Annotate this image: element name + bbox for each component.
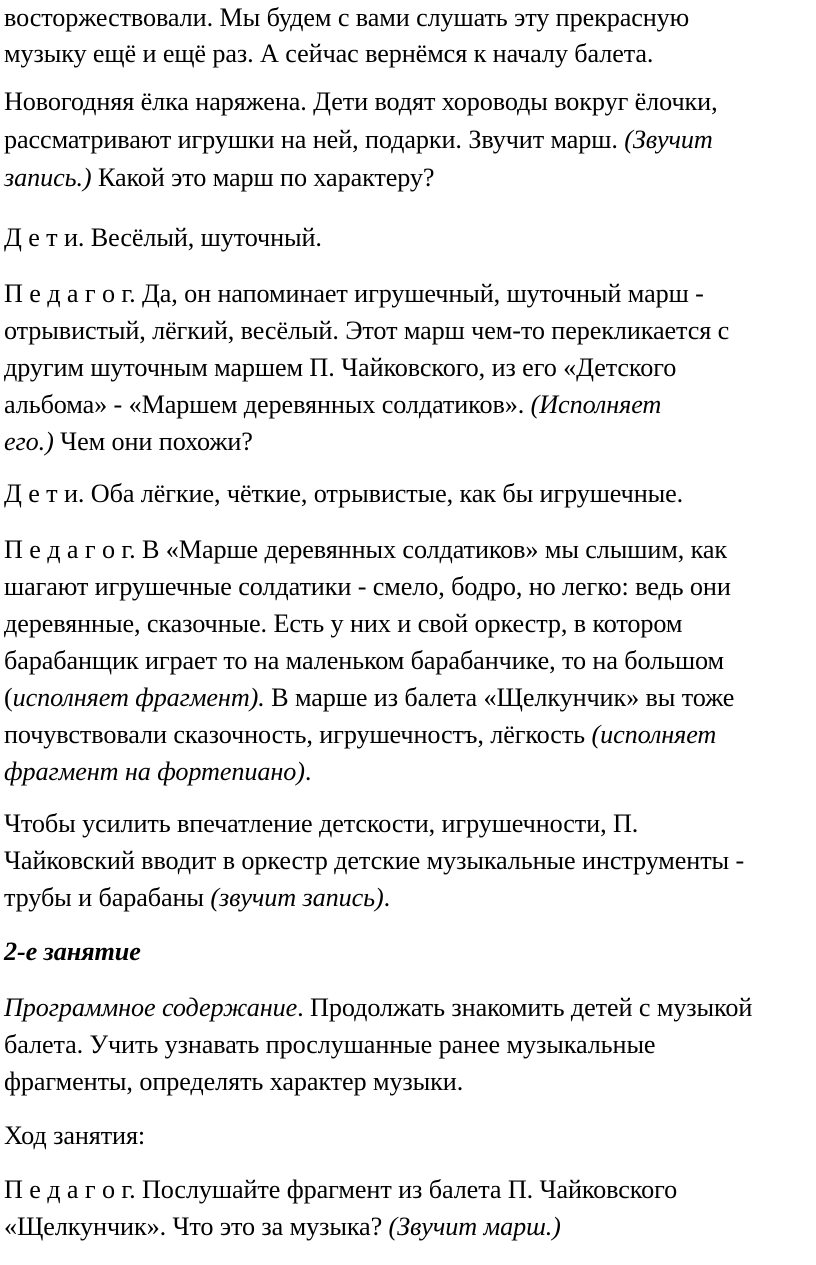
text-run: Чем они похожи?	[53, 427, 253, 456]
text-line	[4, 476, 683, 512]
text-line	[4, 1209, 561, 1245]
text-run: барабанщик играет то на маленьком барабанчике, то на большом	[4, 646, 725, 675]
text-run: П е д а г о г. В «Марше деревянных солдатиков» мы слышим, как	[4, 535, 727, 564]
text-line	[4, 36, 653, 72]
text-line	[4, 160, 434, 196]
text-line	[4, 313, 729, 349]
text-run: П е д а г о г. Да, он напоминает игрушечный, шуточный марш -	[4, 279, 704, 308]
emphasis-text: (исполняет	[591, 720, 717, 749]
text-run: .	[304, 757, 312, 786]
emphasis-text: его.)	[4, 427, 54, 456]
text-run: Д е т и. Весёлый, шуточный.	[4, 223, 322, 252]
text-line	[4, 990, 752, 1026]
text-line	[4, 754, 311, 790]
text-run: деревянные, сказочные. Есть у них и свой оркестр, в котором	[4, 609, 683, 638]
text-line	[4, 880, 390, 916]
text-run: Чайковский вводит в оркестр детские музыкальные инструменты -	[4, 846, 745, 875]
text-run: отрывистый, лёгкий, весёлый. Этот марш чем-то перекликается с	[4, 316, 730, 345]
emphasis-text: (Исполняет	[530, 390, 662, 419]
text-line	[4, 680, 734, 716]
text-run: другим шуточным маршем П. Чайковского, из его «Детского	[4, 353, 677, 382]
emphasis-text: исполняет фрагмент).	[12, 683, 265, 712]
text-line	[4, 0, 689, 36]
text-run: музыку ещё и ещё раз. А сейчас вернёмся к началу балета.	[4, 39, 654, 68]
text-line	[4, 606, 682, 642]
text-line	[4, 424, 253, 460]
text-line	[4, 569, 731, 605]
text-run: В марше из балета «Щелкунчик» вы тоже	[264, 683, 735, 712]
text-line	[4, 806, 638, 842]
text-run: Чтобы усилить впечатление детскости, игрушечности, П.	[4, 809, 639, 838]
text-run: трубы и барабаны	[4, 883, 211, 912]
emphasis-text: (Звучит	[624, 125, 713, 154]
text-line	[4, 122, 713, 158]
text-line	[4, 717, 716, 753]
text-run: «Щелкунчик». Что это за музыка?	[4, 1212, 389, 1241]
text-line	[4, 350, 676, 386]
text-line	[4, 934, 141, 970]
text-run: Ход занятия:	[4, 1121, 146, 1150]
text-line	[4, 1064, 463, 1100]
text-line	[4, 387, 661, 423]
text-line	[4, 1172, 677, 1208]
emphasis-text: (Звучит марш.)	[388, 1212, 561, 1241]
text-run: .	[383, 883, 391, 912]
text-run: Новогодняя ёлка наряжена. Дети водят хороводы вокруг ёлочки,	[4, 87, 718, 116]
text-run: почувствовали сказочность, игрушечностъ, лёгкость	[4, 720, 592, 749]
text-run: балета. Учить узнавать прослушанные ранее музыкальные	[4, 1030, 656, 1059]
text-run: фрагменты, определять характер музыки.	[4, 1067, 464, 1096]
emphasis-text: фрагмент на фортепиано)	[4, 757, 305, 786]
emphasis-text: Программное содержание	[4, 993, 298, 1022]
text-run: Какой это марш по характеру?	[91, 163, 435, 192]
text-line	[4, 84, 718, 120]
text-run: шагают игрушечные солдатики - смело, бодро, но легко: ведь они	[4, 572, 731, 601]
text-run: Д е т и. Оба лёгкие, чёткие, отрывистые, как бы игрушечные.	[4, 479, 684, 508]
emphasis-text: (звучит запись)	[210, 883, 384, 912]
text-run: (	[4, 683, 13, 712]
text-run: рассматривают игрушки на ней, подарки. Звучит марш.	[4, 125, 625, 154]
text-line	[4, 1027, 655, 1063]
text-run: альбома» - «Маршем деревянных солдатиков».	[4, 390, 531, 419]
text-run: восторжествовали. Мы будем с вами слушать эту прекрасную	[4, 3, 690, 32]
text-line	[4, 1118, 145, 1154]
text-line	[4, 643, 724, 679]
text-line	[4, 276, 704, 312]
text-line	[4, 220, 322, 256]
text-run: П е д а г о г. Послушайте фрагмент из балета П. Чайковского	[4, 1175, 678, 1204]
text-line	[4, 532, 727, 568]
emphasis-text: запись.)	[4, 163, 92, 192]
text-line	[4, 843, 744, 879]
emphasis-text: 2-е занятие	[4, 937, 141, 966]
text-run: . Продолжать знакомить детей с музыкой	[297, 993, 753, 1022]
